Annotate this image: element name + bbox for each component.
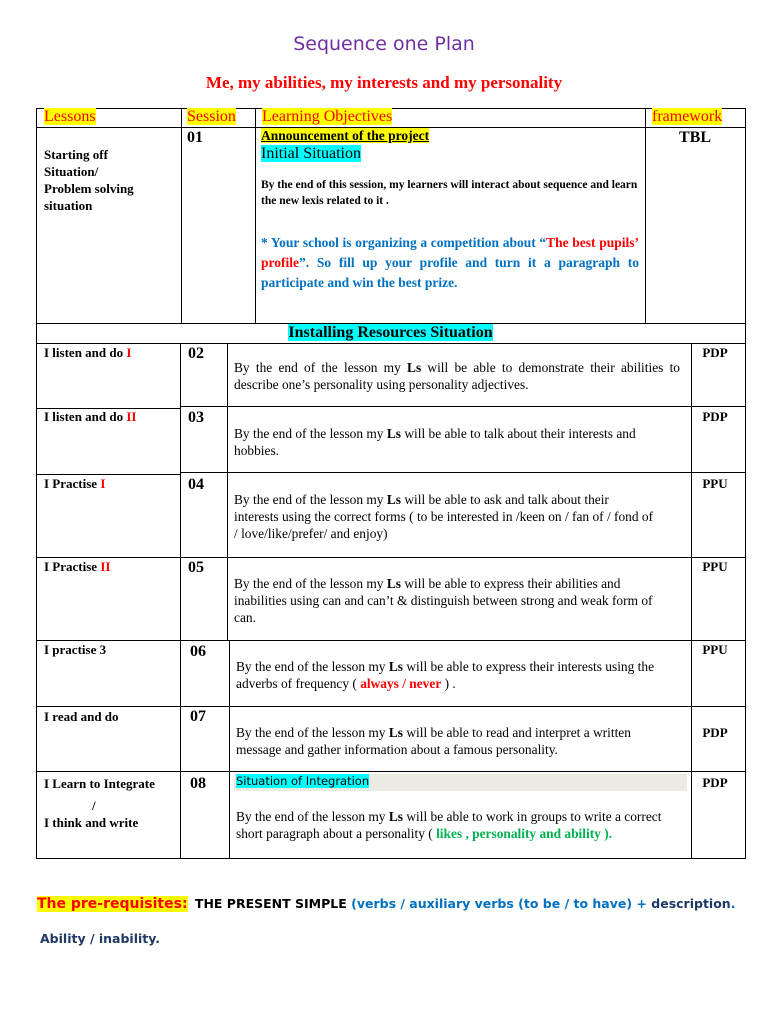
- framework-07: PDP: [702, 725, 728, 740]
- objective-04: By the end of the lesson my Ls will be able to ask and talk about their interests using the correct forms ( to be interested in /keen on / fan of / fond of / love/like/prefer/ and enjoy): [234, 492, 654, 541]
- lesson-listen-do-2: I listen and do II: [44, 409, 137, 424]
- header-session: Session: [187, 108, 236, 125]
- lesson-integrate: I Learn to Integrate / I think and write: [44, 776, 155, 830]
- lesson-listen-do-1: I listen and do I: [44, 345, 132, 360]
- header-lessons: Lessons: [44, 108, 96, 125]
- objective-03: By the end of the lesson my Ls will be able to talk about their interests and hobbies.: [234, 426, 636, 458]
- page-subtitle: Me, my abilities, my interests and my personality: [205, 73, 563, 92]
- objective-05: By the end of the lesson my Ls will be able to express their abilities and inabilities using can and can’t & distinguish between strong and weak form of can.: [234, 576, 653, 625]
- initial-objective: By the end of this session, my learners will interact about sequence and learn the new lexis related to it .: [261, 179, 638, 207]
- objective-02: By the end of the lesson my Ls will be able to demonstrate their abilities to describe one’s personality using personality adjectives.: [234, 360, 680, 392]
- session-04: 04: [188, 476, 204, 493]
- session-08: 08: [190, 775, 206, 792]
- objective-08: By the end of the lesson my Ls will be able to work in groups to write a correct short paragraph about a personality ( likes , personality and ability ).: [236, 809, 662, 841]
- lesson-read-do: I read and do: [44, 709, 119, 724]
- framework-tbl: TBL: [678, 129, 711, 146]
- task-description: * Your school is organizing a competition about “The best pupils’ profile”. So fill up your profile and turn it a paragraph to participate and win the best prize.: [261, 235, 639, 290]
- installing-heading: Installing Resources Situation: [288, 324, 493, 341]
- session-06: 06: [190, 643, 206, 660]
- session-07: 07: [190, 708, 206, 725]
- session-05: 05: [188, 559, 204, 576]
- header-objectives: Learning Objectives: [262, 108, 393, 125]
- integration-heading: Situation of Integration: [236, 774, 370, 788]
- initial-situation-heading: Initial Situation: [261, 145, 361, 162]
- framework-05: PPU: [702, 559, 728, 574]
- framework-04: PPU: [702, 476, 728, 491]
- prerequisites-line: The pre-requisites: THE PRESENT SIMPLE (verbs / auxiliary verbs (to be / to have) + description.: [37, 896, 736, 912]
- lesson-practise-3: I practise 3: [44, 642, 107, 657]
- prerequisites-ability: Ability / inability.: [40, 931, 161, 946]
- session-03: 03: [188, 409, 204, 426]
- framework-06: PPU: [702, 642, 728, 657]
- session-02: 02: [188, 345, 204, 362]
- framework-08: PDP: [702, 775, 728, 790]
- lesson-practise-1: I Practise I: [44, 476, 106, 491]
- header-framework: framework: [652, 108, 723, 125]
- announcement: Announcement of the project: [261, 128, 430, 143]
- page-title: Sequence one Plan: [293, 33, 475, 55]
- objective-06: By the end of the lesson my Ls will be able to express their interests using the adverbs of frequency ( always / never ) .: [236, 659, 655, 691]
- framework-03: PDP: [702, 409, 728, 424]
- lesson-practise-2: I Practise II: [44, 559, 111, 574]
- framework-02: PDP: [702, 345, 728, 360]
- objective-07: By the end of the lesson my Ls will be able to read and interpret a written message and gather information about a famous personality.: [236, 725, 631, 757]
- session-number: 01: [187, 129, 203, 146]
- lesson-starting-off: Starting off Situation/ Problem solving situation: [44, 147, 134, 213]
